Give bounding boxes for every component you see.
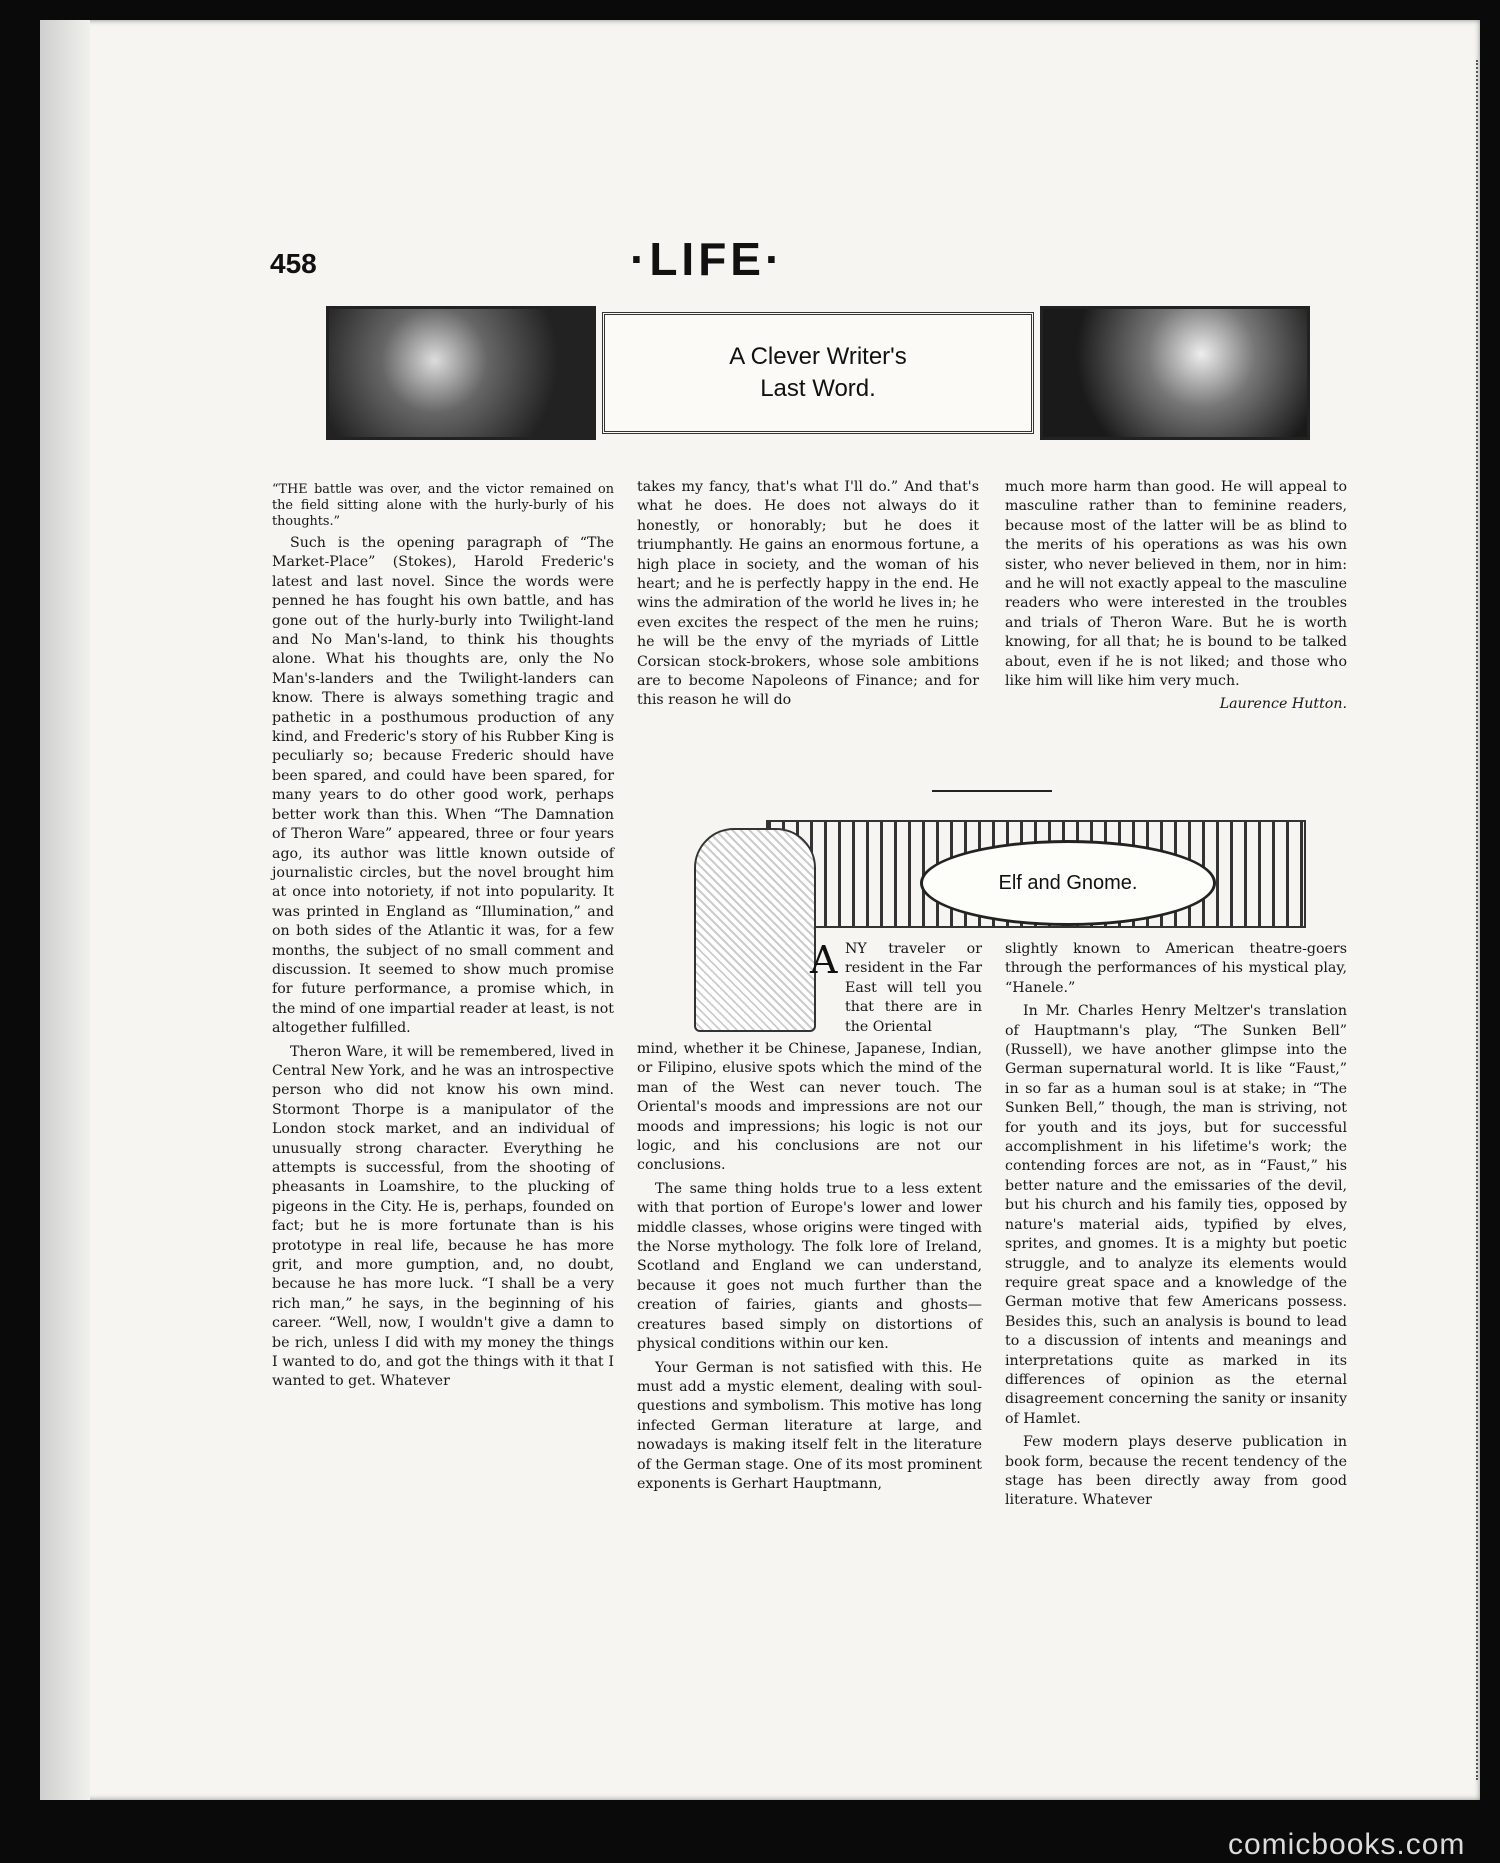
- masthead-title: ·LIFE·: [630, 233, 785, 285]
- paragraph: Your German is not satisfied with this. He must add a mystic element, dealing with soul-questions and symbolism. This motive has long infected German literature at large, and nowadays is making itself felt in the literature of the German stage. One of its most prominent exponents is Gerhart Hauptmann,: [637, 1359, 982, 1492]
- column-3-top: [1005, 478, 1347, 719]
- paragraph: takes my fancy, that's what I'll do.” And that's what he does. He does not always do it honestly, or honorably; but he does it triumphantly. He gains an enormous fortune, a high place in society, and the woman of his heart; and he is perfectly happy in the end. He wins the admiration of the world he lives in; he even excites the respect of the men he ruins; he will be the envy of the myriads of Little Corsican stock-brokers, whose sole ambitions are to become Napoleons of Finance; and for this reason he will do: [637, 479, 979, 709]
- watermark-text: comicbooks.com: [1228, 1828, 1466, 1861]
- paragraph: Theron Ware, it will be remembered, lived in Central New York, and he was an introspective person who did not know his own mind. Stormont Thorpe is a manipulator of the London stock market, and an individual of unusually strong character. Everything he attempts is successful, from the shooting of pheasants in Loamshire, to the plucking of pigeons in the City. He is, perhaps, founded on fact; but he is more fortunate than is his prototype in real life, because he has more grit, and more gumption, and, no doubt, because he has more luck. “I shall be a very rich man,” he says, in the beginning of his career. “Well, now, I wouldn't give a damn to be rich, unless I did with my money the things I wanted to do, and got the things with it that I wanted to get. Whatever: [272, 1043, 614, 1390]
- column-2-top: [637, 478, 979, 715]
- section-title-oval: [920, 840, 1216, 926]
- author-signature: Laurence Hutton.: [1219, 696, 1347, 713]
- banner-illustration-right: [1040, 306, 1310, 440]
- paragraph: slightly known to American theatre-goers through the performances of his mystical play, “Hanele.”: [1005, 941, 1347, 996]
- section-title: Elf and Gnome.: [998, 871, 1138, 894]
- column-2-body: [637, 1040, 982, 1498]
- paragraph: NY traveler or resident in the Far East will tell you that there are in the Oriental: [845, 941, 982, 1035]
- page-gutter: [40, 20, 90, 1800]
- article-banner: [326, 306, 1310, 440]
- banner-title-box: [602, 312, 1034, 434]
- banner-illustration-left: [326, 306, 596, 440]
- paragraph: mind, whether it be Chinese, Japanese, Indian, or Filipino, elusive spots which the mind of the man of the West can never touch. The Oriental's moods and impressions are not our moods and impressions; his logic is not our logic, and his conclusions are not our conclusions.: [637, 1041, 982, 1174]
- elf-figure-illustration: [694, 828, 816, 1032]
- column-1: [272, 482, 614, 1396]
- paragraph: Such is the opening paragraph of “The Market-Place” (Stokes), Harold Frederic's latest and last novel. Since the words were penned he has fought his own battle, and has gone out of the hurly-burly into Twilight-land and No Man's-land, to think his thoughts alone. What his thoughts are, only the No Man's-landers and the Twilight-landers can know. There is always something tragic and pathetic in a posthumous production of any kind, and Frederic's story of his Rubber King is peculiarly so; because Frederic should have been spared, and could have been spared, for many years to do other good work, perhaps better work than this. When “The Damnation of Theron Ware” appeared, three or four years ago, its author was little known outside of journalistic circles, but the novel brought him at once into notoriety, if not into popularity. It was printed in England as “Illumination,” and on both sides of the Atlantic it was, for a few months, the subject of no small comment and discussion. It seemed to show much promise for future performance, a promise which, in the mind of one impartial reader at least, is not altogether fulfilled.: [272, 535, 614, 1037]
- facing-page-edge: [1476, 60, 1500, 1780]
- section-divider: [932, 790, 1052, 792]
- paragraph: much more harm than good. He will appeal to masculine rather than to feminine readers, because most of the latter will be as blind to the merits of his operations as was his own sister, who never believed in them, nor in him: and he will not exactly appeal to the masculine readers who were interested in the troubles and trials of Theron Ware. But he is worth knowing, for all that; he is bound to be talked about, even if he is not liked; and those who like him will like him very much.: [1005, 479, 1347, 690]
- page-number: 458: [270, 248, 317, 279]
- paragraph: In Mr. Charles Henry Meltzer's translation of Hauptmann's play, “The Sunken Bell” (Russell), we have another glimpse into the German supernatural world. It is like “Faust,” in so far as a human soul is at stake; in “The Sunken Bell,” though, the man is striving, not for youth and its joys, but for successful accomplishment in his lifetime's work; the contending forces are not, as in “Faust,” his better nature and the emissaries of the devil, but his church and his family ties, opposed by nature's material aids, typified by elves, sprites, and gnomes. It is a mighty but poetic struggle, and to analyze its elements would require great space and a knowledge of the German motive that few Americans possess. Besides this, such an analysis is bound to lead to a discussion of intents and meanings and interpretations quite as marked in its differences of opinion as the eternal disagreement concerning the sanity or insanity of Hamlet.: [1005, 1003, 1347, 1427]
- paragraph: Few modern plays deserve publication in book form, because the recent tendency of the stage has been directly away from good literature. Whatever: [1005, 1434, 1347, 1509]
- drop-cap: A: [810, 938, 838, 982]
- article-title: A Clever Writer's Last Word.: [729, 343, 907, 402]
- paragraph: The same thing holds true to a less extent with that portion of Europe's lower and lower middle classes, whose origins were tinged with the Norse mythology. The folk lore of Ireland, Scotland and England we can understand, because it goes not much further than the creation of fairies, giants and ghosts—creatures based simply on distortions of physical conditions within our ken.: [637, 1180, 982, 1353]
- column-3-body: [1005, 940, 1347, 1515]
- opening-quote: “THE battle was over, and the victor remained on the field sitting alone with the hurly-burly of his thoughts.”: [272, 482, 614, 529]
- column-2-lead: [845, 940, 982, 1041]
